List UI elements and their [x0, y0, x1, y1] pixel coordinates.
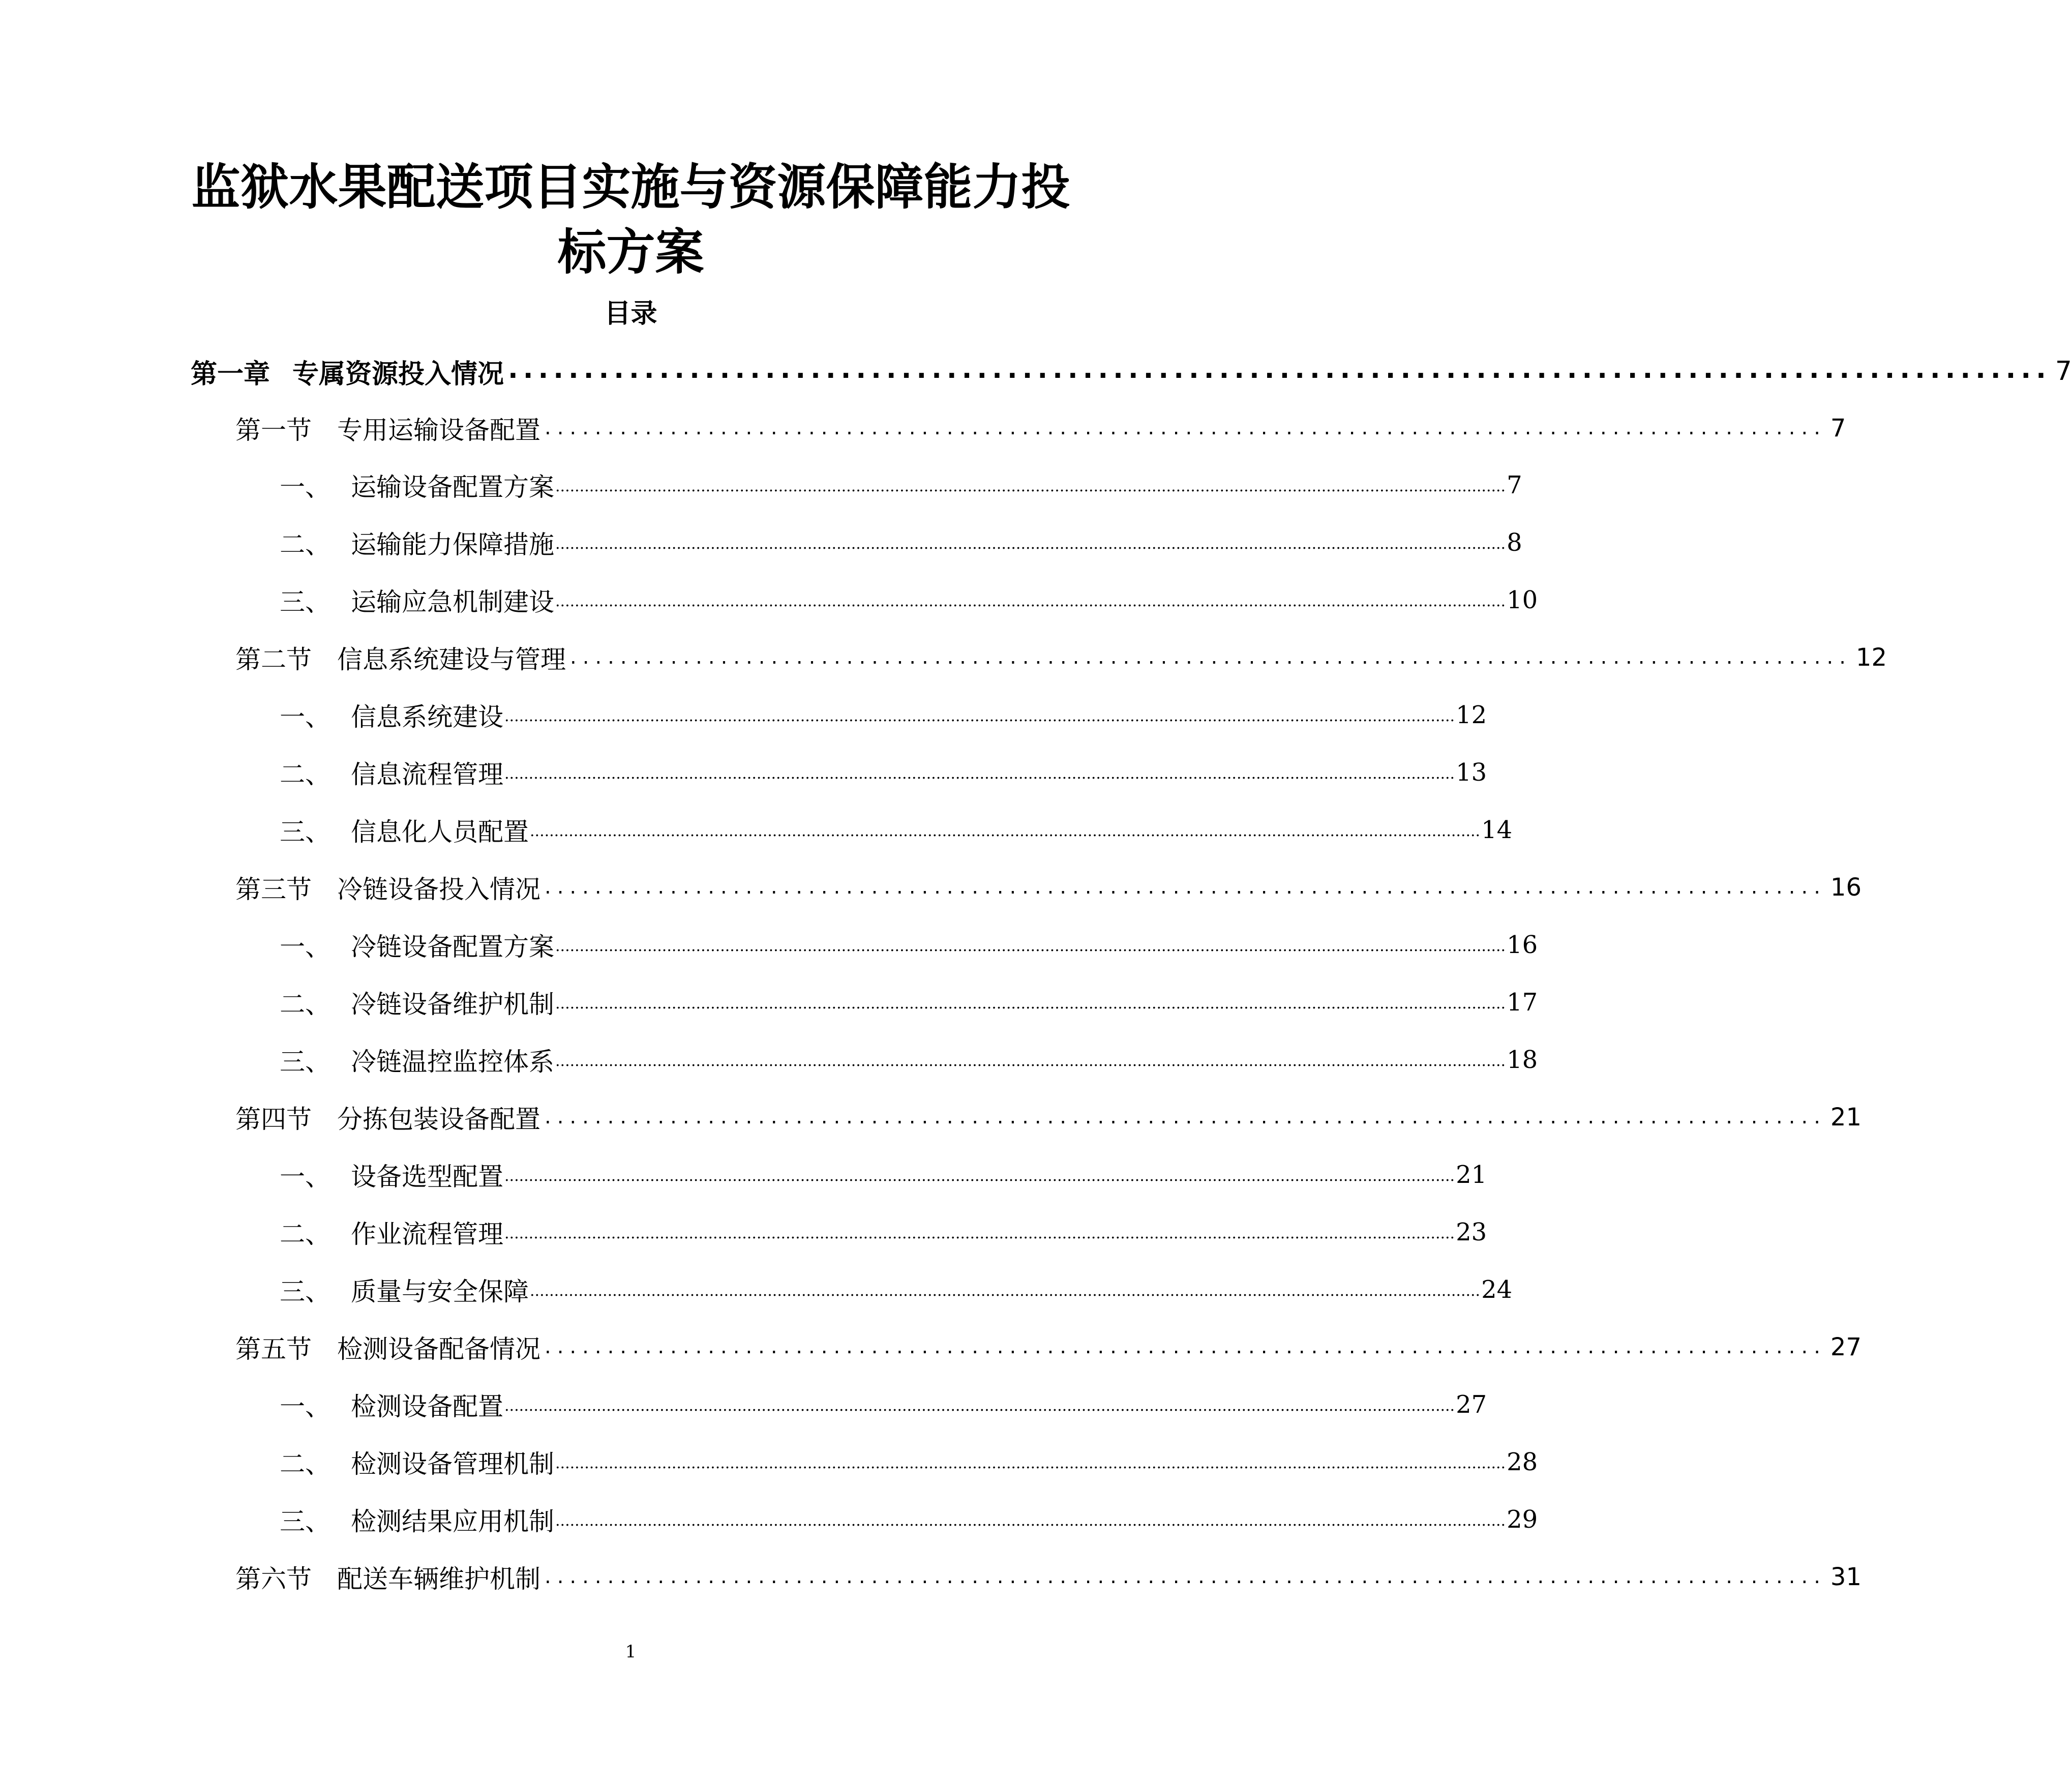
toc-item-number: 三、: [280, 1047, 331, 1077]
document-title-line-1: 监狱水果配送项目实施与资源保障能力投: [191, 158, 1070, 216]
toc-item-number: 二、: [280, 1220, 331, 1249]
toc-section-label: 配送车辆维护机制: [337, 1564, 540, 1594]
toc-item[interactable]: [280, 1269, 1513, 1310]
toc-item[interactable]: [280, 1499, 1538, 1540]
toc-page-number: 24: [1481, 1275, 1513, 1304]
toc-item-number: 二、: [280, 1449, 331, 1479]
toc-leader-dots: ......................................................................................................: [545, 1105, 1826, 1128]
toc-page-number: 17: [1507, 988, 1538, 1017]
toc-item-label: 质量与安全保障: [351, 1277, 529, 1306]
toc-leader-dots: ....................................................................................................................................................................................................: [555, 1512, 1506, 1530]
toc-section-number: 第五节: [235, 1334, 312, 1364]
toc-page-number: 28: [1507, 1448, 1538, 1476]
toc-item-number: 一、: [280, 932, 331, 962]
toc-item[interactable]: [280, 1442, 1538, 1482]
toc-section-label: 分拣包装设备配置: [337, 1105, 540, 1134]
toc-item-number: 二、: [280, 990, 331, 1019]
toc-item-number: 三、: [280, 1277, 331, 1306]
toc-item-label: 冷链设备维护机制: [351, 990, 554, 1019]
toc-item[interactable]: [280, 580, 1538, 620]
toc-section-5[interactable]: [235, 1327, 1861, 1367]
toc-item[interactable]: [280, 522, 1522, 563]
toc-page-number: 21: [1830, 1103, 1861, 1132]
toc-leader-dots: ....................................................................................................................................................................................................: [555, 937, 1506, 955]
toc-leader-dots: ....................................................................................................................................................................................................: [555, 478, 1506, 495]
toc-chapter-number: 第一章: [191, 359, 271, 390]
document-title-line-2: 标方案: [557, 223, 704, 281]
toc-item-label: 运输应急机制建设: [351, 587, 554, 617]
toc-page-number: 16: [1830, 873, 1861, 902]
toc-page-number: 12: [1855, 643, 1887, 672]
toc-leader-dots: ....................................................................................................................................................................................................: [504, 1225, 1455, 1242]
toc-leader-dots: ....................................................................................................................................................................................................: [504, 1397, 1455, 1415]
toc-leader-dots: ....................................................................................................................................................................................................: [504, 1167, 1455, 1185]
toc-page-number: 7: [2055, 356, 2072, 386]
toc-page-number: 29: [1507, 1505, 1538, 1534]
toc-page-number: 27: [1830, 1333, 1861, 1361]
toc-leader-dots: ....................................................................................................................................................................................................: [555, 1454, 1506, 1472]
toc-item-label: 冷链设备配置方案: [351, 932, 554, 962]
toc-item-number: 三、: [280, 587, 331, 617]
toc-leader-dots: ....................................................................................................................................................................................................: [504, 707, 1455, 725]
toc-item-label: 检测设备管理机制: [351, 1449, 554, 1479]
toc-section-number: 第一节: [235, 415, 312, 445]
toc-leader-dots: ....................................................................................................................................................................................................: [555, 535, 1506, 553]
toc-item-number: 一、: [280, 702, 331, 732]
toc-section-number: 第三节: [235, 875, 312, 904]
toc-section-3[interactable]: [235, 867, 1861, 908]
toc-page-number: 7: [1507, 471, 1522, 499]
toc-item-label: 设备选型配置: [351, 1162, 503, 1192]
toc-item-label: 作业流程管理: [351, 1220, 503, 1249]
toc-item-number: 一、: [280, 472, 331, 502]
toc-item[interactable]: [280, 695, 1487, 735]
toc-leader-dots: ....................................................................................................................................................................................................: [530, 822, 1481, 840]
toc-section-label: 检测设备配备情况: [337, 1334, 540, 1364]
toc-item[interactable]: [280, 1039, 1538, 1080]
toc-item-number: 二、: [280, 760, 331, 789]
toc-leader-dots: ....................................................................................................................................................................................................: [555, 592, 1506, 610]
toc-section-1[interactable]: [235, 408, 1846, 449]
toc-item-number: 三、: [280, 1507, 331, 1536]
toc-item-label: 信息流程管理: [351, 760, 503, 789]
toc-section-label: 信息系统建设与管理: [337, 645, 566, 674]
toc-page-number: 21: [1456, 1161, 1487, 1189]
toc-item-number: 一、: [280, 1162, 331, 1192]
toc-leader-dots: ....................................................................................................................................................................................................: [530, 1282, 1481, 1300]
toc-section-6[interactable]: [235, 1557, 1861, 1597]
toc-page-number: 16: [1507, 931, 1538, 959]
toc-leader-dots: ......................................................................................................: [545, 1335, 1826, 1358]
toc-leader-dots: ......................................................................................................: [508, 354, 2051, 384]
toc-page-number: 8: [1507, 528, 1522, 557]
toc-leader-dots: ......................................................................................................: [545, 416, 1826, 439]
toc-item[interactable]: [280, 982, 1538, 1023]
toc-chapter-1[interactable]: [191, 351, 2072, 392]
toc-page-number: 23: [1456, 1218, 1487, 1246]
toc-leader-dots: ....................................................................................................................................................................................................: [555, 1052, 1506, 1070]
toc-item-label: 检测设备配置: [351, 1392, 503, 1421]
toc-leader-dots: ....................................................................................................................................................................................................: [504, 765, 1455, 783]
toc-section-number: 第二节: [235, 645, 312, 674]
toc-item-label: 检测结果应用机制: [351, 1507, 554, 1536]
toc-leader-dots: ......................................................................................................: [545, 1565, 1826, 1588]
page-number: 1: [625, 1642, 637, 1662]
toc-section-4[interactable]: [235, 1097, 1861, 1138]
toc-leader-dots: ....................................................................................................................................................................................................: [555, 995, 1506, 1013]
toc-item[interactable]: [280, 1154, 1487, 1195]
toc-page-number: 10: [1507, 586, 1538, 614]
toc-item-number: 一、: [280, 1392, 331, 1421]
toc-item-label: 冷链温控监控体系: [351, 1047, 554, 1077]
toc-page-number: 18: [1507, 1046, 1538, 1074]
toc-item[interactable]: [280, 1212, 1487, 1253]
toc-item[interactable]: [280, 752, 1487, 793]
toc-page-number: 7: [1830, 414, 1846, 442]
toc-page-number: 27: [1456, 1390, 1487, 1419]
toc-section-number: 第六节: [235, 1564, 312, 1594]
toc-page-number: 31: [1830, 1563, 1861, 1591]
toc-leader-dots: ......................................................................................................: [545, 875, 1826, 899]
toc-leader-dots: ......................................................................................................: [570, 645, 1852, 669]
toc-item-number: 三、: [280, 817, 331, 847]
toc-item[interactable]: [280, 925, 1538, 965]
toc-chapter-label: 专属资源投入情况: [292, 359, 504, 390]
toc-section-label: 专用运输设备配置: [337, 415, 540, 445]
toc-page-number: 13: [1456, 758, 1487, 787]
toc-item-label: 信息化人员配置: [351, 817, 529, 847]
toc-item[interactable]: [280, 810, 1513, 850]
toc-item-label: 运输设备配置方案: [351, 472, 554, 502]
toc-item-number: 二、: [280, 530, 331, 559]
toc-item[interactable]: [280, 465, 1522, 506]
toc-section-2[interactable]: [235, 637, 1887, 678]
toc-section-number: 第四节: [235, 1105, 312, 1134]
toc-heading: 目录: [604, 299, 657, 329]
toc-page-number: 12: [1456, 701, 1487, 729]
toc-item[interactable]: [280, 1384, 1487, 1425]
toc-item-label: 信息系统建设: [351, 702, 503, 732]
toc-item-label: 运输能力保障措施: [351, 530, 554, 559]
toc-page-number: 14: [1481, 816, 1513, 844]
toc-section-label: 冷链设备投入情况: [337, 875, 540, 904]
